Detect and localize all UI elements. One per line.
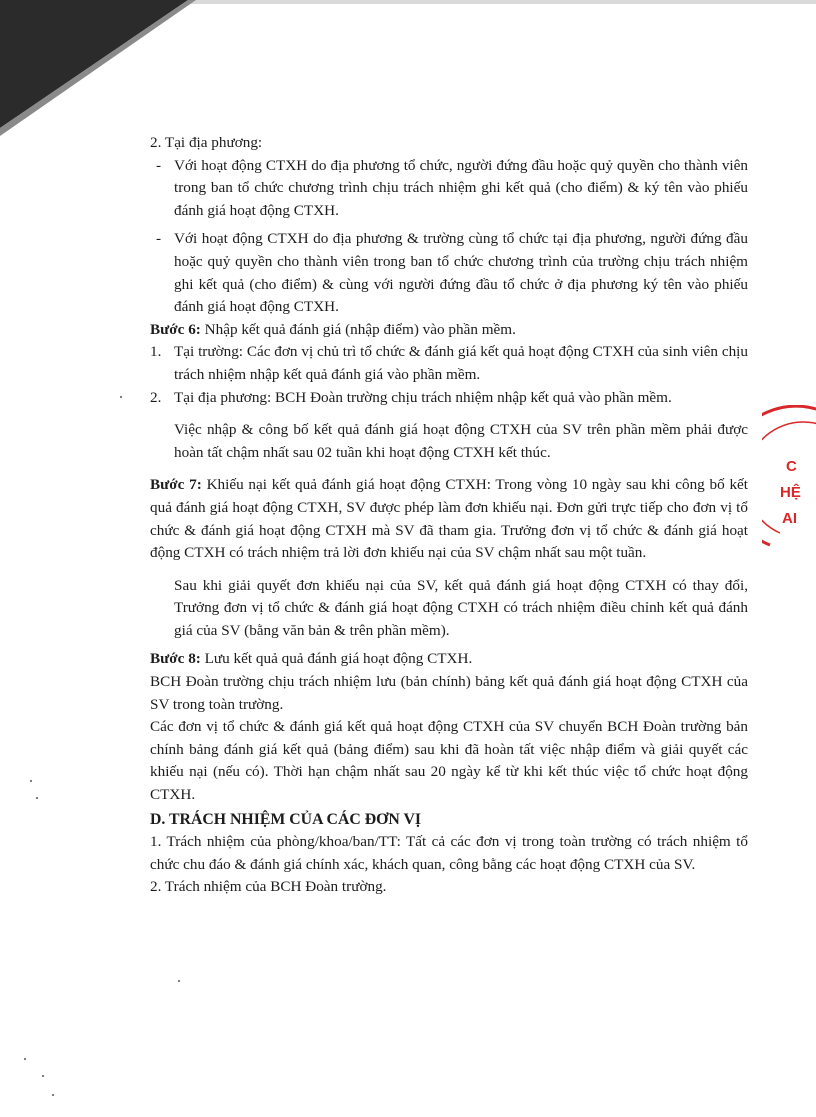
step6-label: Bước 6: xyxy=(150,320,201,338)
step7-paragraph xyxy=(150,474,748,564)
step6-item-2 xyxy=(150,387,748,410)
section-d-item-1: 1. Trách nhiệm của phòng/khoa/ban/TT: Tất cả các đơn vị trong toàn trường có trách nhiệm tổ chức chu đáo & đánh giá chính xác, khách quan, công bằng các hoạt động CTXH của SV. xyxy=(150,833,748,873)
scan-corner-shadow xyxy=(0,0,200,140)
step6-note: Việc nhập & công bố kết quả đánh giá hoạt động CTXH của SV trên phần mềm phải được hoàn tất chậm nhất sau 02 tuần khi hoạt động CTXH kết thúc. xyxy=(174,421,748,461)
dash-marker: - xyxy=(156,230,162,248)
step6-item-1 xyxy=(150,341,748,386)
svg-text:HỆ: HỆ xyxy=(780,484,801,501)
step7-text: Khiếu nại kết quả đánh giá hoạt động CTXH: Trong vòng 10 ngày sau khi công bố kết quả đánh giá hoạt động CTXH, SV được phép làm đơn khiếu nại. Đơn gửi trực tiếp cho đơn vị tổ chức & đánh giá hoạt động CTXH mà SV đã tham gia. Trưởng đơn vị tổ chức & đánh giá hoạt động CTXH có trách nhiệm trả lời đơn khiếu nại của SV chậm nhất sau một tuần. xyxy=(150,476,749,562)
step8-text: Lưu kết quả quả đánh giá hoạt động CTXH. xyxy=(200,650,473,668)
step8-para-1: BCH Đoàn trường chịu trách nhiệm lưu (bản chính) bảng kết quả đánh giá hoạt động CTXH của SV trong toàn trường. xyxy=(150,673,748,713)
step6-item-1-text: Tại trường: Các đơn vị chủ trì tổ chức & đánh giá kết quả hoạt động CTXH của sinh viên chịu trách nhiệm nhập kết quả đánh giá vào phần mềm. xyxy=(174,343,748,383)
section-d-item-2: 2. Trách nhiệm của BCH Đoàn trường. xyxy=(150,878,387,896)
section-d-heading: D. TRÁCH NHIỆM CỦA CÁC ĐƠN VỊ xyxy=(150,810,422,828)
local-bullet-2-text: Với hoạt động CTXH do địa phương & trường cùng tổ chức tại địa phương, người đứng đầu hoặc quỷ quyền cho thành viên trong ban tổ chức chương trình của trường chịu trách nhiệm ghi kết quả (cho điểm) & cùng với người đứng đầu tổ chức ở địa phương ký tên vào phiếu đánh giá hoạt động CTXH. xyxy=(174,230,748,316)
step8-line xyxy=(150,648,748,671)
step8-label: Bước 8: xyxy=(150,650,201,668)
step6-text: Nhập kết quả đánh giá (nhập điểm) vào phần mềm. xyxy=(200,320,516,338)
red-seal-stamp xyxy=(762,405,816,555)
local-bullet-1 xyxy=(150,155,748,223)
document-body xyxy=(150,132,748,899)
step6-item-2-num: 2. xyxy=(150,388,162,406)
step8-para-2: Các đơn vị tổ chức & đánh giá kết quả hoạt động CTXH của SV chuyển BCH Đoàn trường bản chính bảng đánh giá kết quả (bảng điểm) sau khi đã hoàn tất việc nhập điểm và giải quyết các khiếu nại (nếu có). Thời hạn chậm nhất sau 20 ngày kể từ khi kết thúc việc tổ chức hoạt động CTXH. xyxy=(150,718,748,804)
svg-text:C: C xyxy=(786,458,797,475)
step7-note: Sau khi giải quyết đơn khiếu nại của SV, kết quả đánh giá hoạt động CTXH có thay đổi, Trưởng đơn vị tổ chức & đánh giá hoạt động CTXH có trách nhiệm điều chỉnh kết quả đánh giá của SV (bằng văn bản & trên phần mềm). xyxy=(174,576,748,639)
step6-item-1-num: 1. xyxy=(150,343,162,361)
step6-line xyxy=(150,319,748,342)
step6-item-2-text: Tại địa phương: BCH Đoàn trường chịu trách nhiệm nhập kết quả vào phần mềm. xyxy=(174,388,672,406)
local-bullet-1-text: Với hoạt động CTXH do địa phương tổ chức, người đứng đầu hoặc quỷ quyền cho thành viên trong ban tổ chức chương trình chịu trách nhiệm ghi kết quả (cho điểm) & ký tên vào phiếu đánh giá hoạt động CTXH. xyxy=(174,156,748,219)
local-title: 2. Tại địa phương: xyxy=(150,134,263,151)
step7-label: Bước 7: xyxy=(150,476,202,494)
dash-marker: - xyxy=(156,156,162,174)
svg-text:AI: AI xyxy=(782,510,797,527)
local-bullet-2 xyxy=(150,228,748,318)
